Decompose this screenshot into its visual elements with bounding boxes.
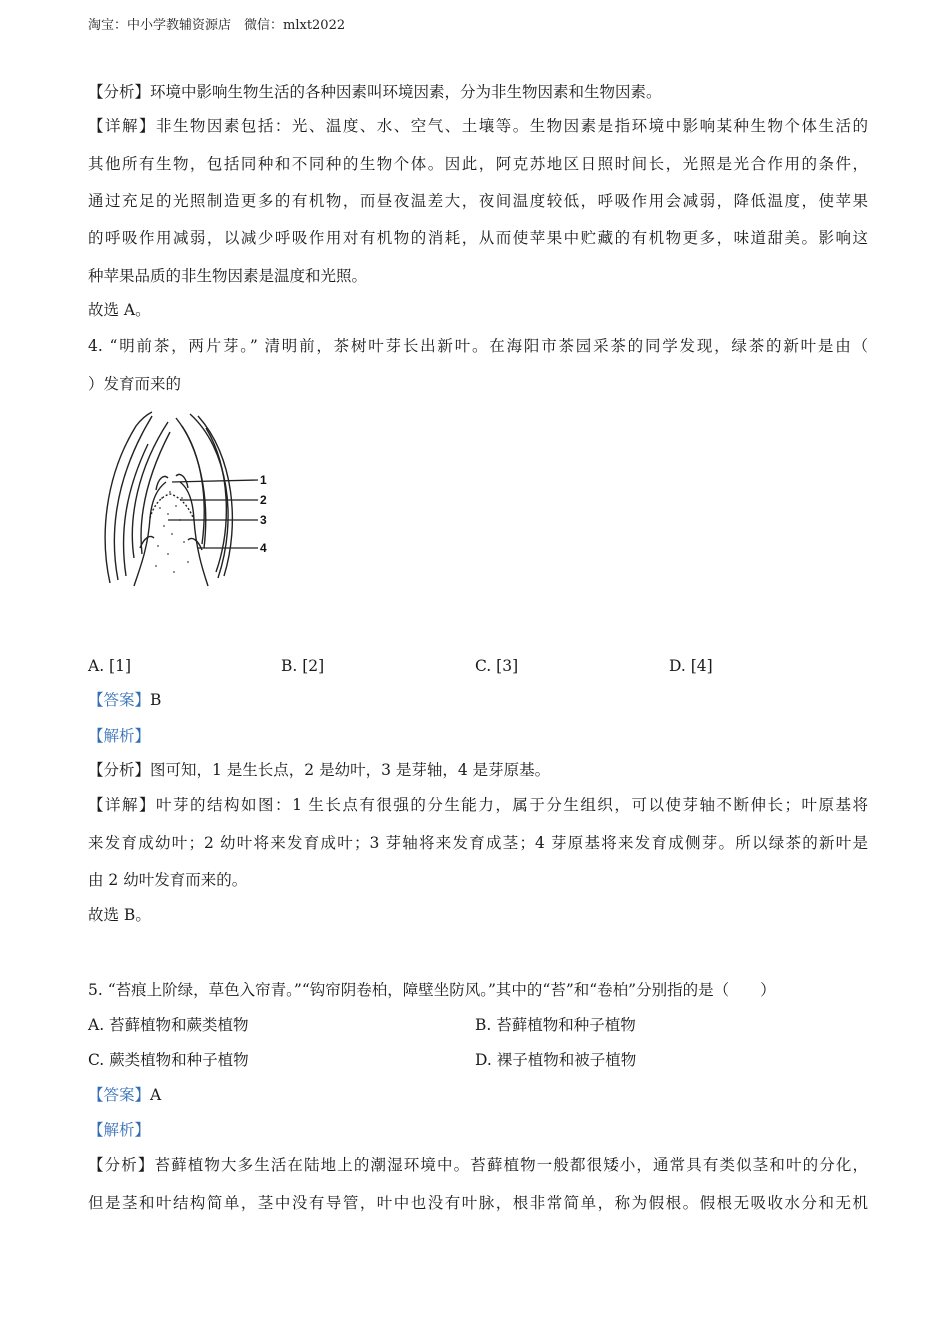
- q3-analysis: [88, 82, 662, 102]
- q4-analysis-text: 图可知，1 是生长点，2 是幼叶，3 是芽轴，4 是芽原基。: [150, 761, 551, 779]
- q4-analysis: [88, 760, 550, 780]
- page-header: 淘宝：中小学教辅资源店 微信：mlxt2022: [88, 18, 346, 33]
- figure-label-2: 2: [260, 493, 267, 507]
- q5-option-d: D. 裸子植物和被子植物: [475, 1051, 637, 1069]
- q3-detail-line-4: 的呼吸作用减弱，以减少呼吸作用对有机物的消耗，从而使苹果中贮藏的有机物更多，味道甜美。影响这: [88, 229, 868, 247]
- figure-label-3: 3: [260, 513, 267, 527]
- q4-detail-line-3: 由 2 幼叶发育而来的。: [88, 871, 248, 889]
- q3-analysis-tag: 【分析】: [88, 83, 151, 101]
- q4-answer-value: B: [150, 691, 162, 709]
- q4-option-a: A. [1]: [88, 657, 132, 675]
- q5-stem: 5. “苔痕上阶绿，草色入帘青。”“钩帘阴卷柏，障壁坐防风。”其中的“苔”和“卷柏”分别指的是（ ）: [88, 981, 776, 999]
- q4-conclusion: 故选 B。: [88, 906, 151, 924]
- q4-answer: [88, 690, 161, 710]
- leaf-bud-diagram: [98, 408, 278, 598]
- q5-answer-tag: 【答案】: [88, 1086, 151, 1104]
- q5-option-c: C. 蕨类植物和种子植物: [88, 1051, 249, 1069]
- q5-analysis-tag: 【分析】: [88, 1156, 155, 1174]
- q3-detail-line-1: [88, 116, 868, 136]
- q5-jiexi-tag: 【解析】: [88, 1121, 151, 1139]
- q5-option-a: A. 苔藓植物和蕨类植物: [88, 1016, 249, 1034]
- q4-detail-line-1: [88, 795, 868, 815]
- q5-analysis-line-2: 但是茎和叶结构简单，茎中没有导管，叶中也没有叶脉，根非常简单，称为假根。假根无吸收水分和无机: [88, 1194, 868, 1212]
- figure-label-1: 1: [260, 473, 267, 487]
- q4-analysis-tag: 【分析】: [88, 761, 151, 779]
- q4-option-c: C. [3]: [475, 657, 519, 675]
- q3-detail-line-5: 种苹果品质的非生物因素是温度和光照。: [88, 267, 368, 285]
- q4-answer-tag: 【答案】: [88, 691, 151, 709]
- q4-jiexi-tag: 【解析】: [88, 727, 151, 745]
- q4-detail-line-2: 来发育成幼叶；2 幼叶将来发育成叶；3 芽轴将来发育成茎；4 芽原基将来发育成侧芽。所以绿茶的新叶是: [88, 834, 868, 852]
- q5-answer: [88, 1085, 161, 1105]
- q4-option-b: B. [2]: [281, 657, 325, 675]
- q3-conclusion: 故选 A。: [88, 301, 151, 319]
- figure-label-4: 4: [260, 541, 267, 555]
- q5-analysis-line-1: [88, 1155, 868, 1175]
- q4-stem-line-2: ）发育而来的: [88, 375, 182, 393]
- q5-answer-value: A: [150, 1086, 162, 1104]
- q5-analysis-text-1: 苔藓植物大多生活在陆地上的潮湿环境中。苔藓植物一般都很矮小，通常具有类似茎和叶的分化，: [154, 1156, 868, 1174]
- q3-detail-line-2: 其他所有生物，包括同种和不同种的生物个体。因此，阿克苏地区日照时间长，光照是光合作用的条件，: [88, 155, 868, 173]
- q4-detail-text-1: 叶芽的结构如图：1 生长点有很强的分生能力，属于分生组织，可以使芽轴不断伸长；叶原基将: [156, 796, 868, 814]
- q3-detail-line-3: 通过充足的光照制造更多的有机物，而昼夜温差大，夜间温度较低，呼吸作用会减弱，降低温度，使苹果: [88, 192, 868, 210]
- q4-option-d: D. [4]: [669, 657, 713, 675]
- q3-detail-tag: 【详解】: [88, 117, 156, 135]
- q4-stem-line-1: 4. “明前茶，两片芽。” 清明前，茶树叶芽长出新叶。在海阳市茶园采茶的同学发现，绿茶的新叶是由（: [88, 337, 868, 355]
- q3-analysis-text: 环境中影响生物生活的各种因素叫环境因素，分为非生物因素和生物因素。: [150, 83, 662, 101]
- q5-option-b: B. 苔藓植物和种子植物: [475, 1016, 636, 1034]
- q3-detail-text-1: 非生物因素包括：光、温度、水、空气、土壤等。生物因素是指环境中影响某种生物个体生活的: [155, 117, 868, 135]
- q4-detail-tag: 【详解】: [88, 796, 157, 814]
